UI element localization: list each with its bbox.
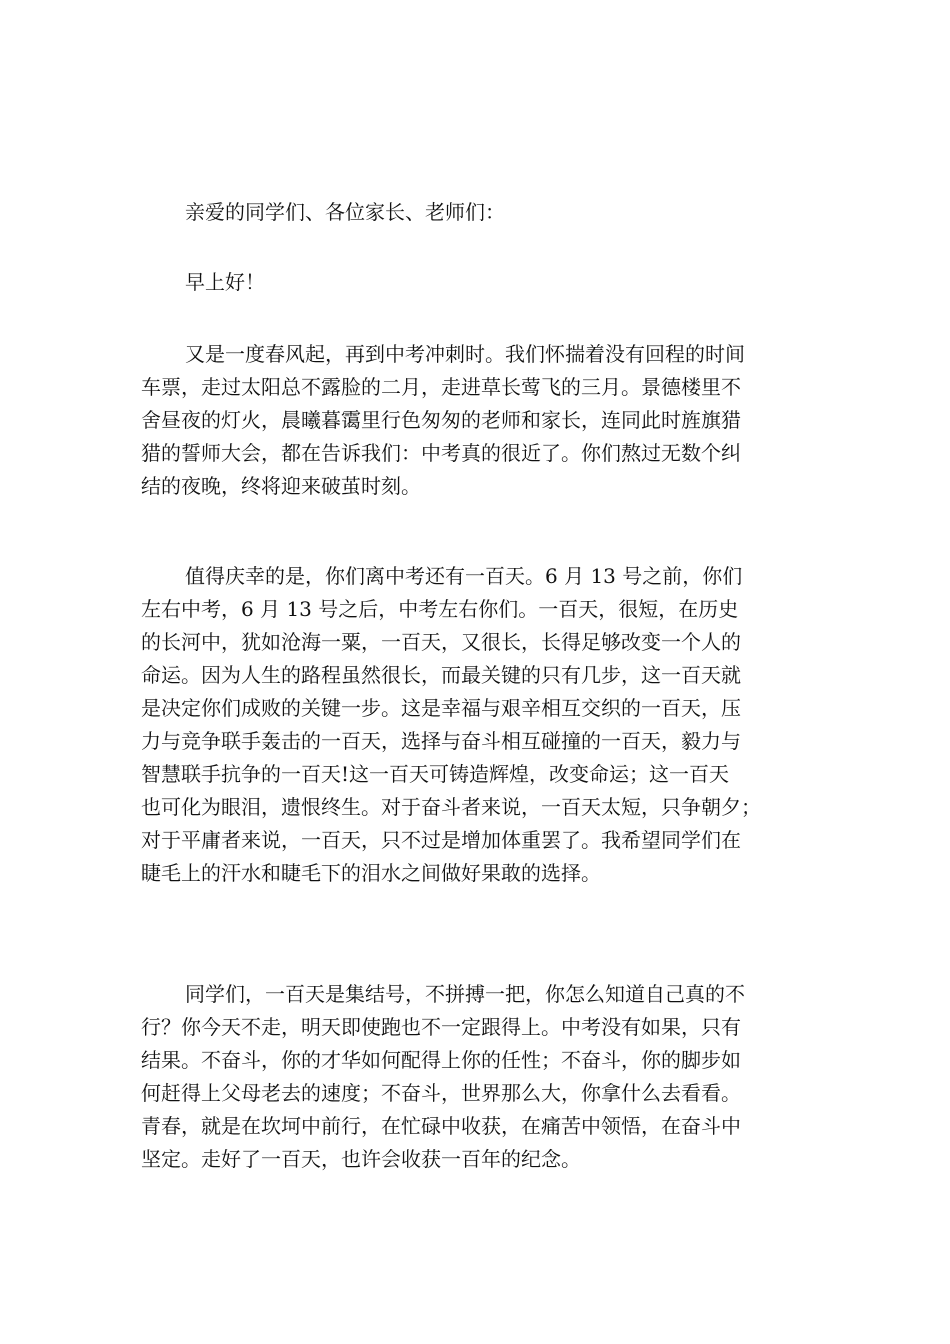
paragraph-line: 又是一度春风起，再到中考冲刺时。我们怀揣着没有回程的时间 <box>185 342 745 366</box>
paragraph-line: 同学们，一百天是集结号，不拼搏一把，你怎么知道自己真的不 <box>185 982 745 1006</box>
paragraph-line: 青春，就是在坎坷中前行，在忙碌中收获，在痛苦中领悟，在奋斗中 <box>141 1114 741 1138</box>
paragraph-line: 舍昼夜的灯火，晨曦暮霭里行色匆匆的老师和家长，连同此时旌旗猎 <box>141 408 741 432</box>
paragraph-line: 命运。因为人生的路程虽然很长，而最关键的只有几步，这一百天就 <box>141 663 741 687</box>
paragraph-line: 猎的誓师大会，都在告诉我们：中考真的很近了。你们熬过无数个纠 <box>141 441 741 465</box>
paragraph-line: 何赶得上父母老去的速度；不奋斗，世界那么大，你拿什么去看看。 <box>141 1081 741 1105</box>
paragraph-line: 结果。不奋斗，你的才华如何配得上你的任性；不奋斗，你的脚步如 <box>141 1048 741 1072</box>
paragraph-line: 对于平庸者来说，一百天，只不过是增加体重罢了。我希望同学们在 <box>141 828 741 852</box>
greeting-text: 早上好！ <box>185 270 265 294</box>
paragraph-3 <box>141 978 811 1176</box>
salutation <box>141 196 811 229</box>
paragraph-line: 是决定你们成败的关键一步。这是幸福与艰辛相互交织的一百天，压 <box>141 696 741 720</box>
paragraph-1 <box>141 338 811 503</box>
paragraph-line: 智慧联手抗争的一百天!这一百天可铸造辉煌，改变命运；这一百天 <box>141 762 730 786</box>
paragraph-line: 的长河中，犹如沧海一粟，一百天，又很长，长得足够改变一个人的 <box>141 630 741 654</box>
paragraph-line: 也可化为眼泪，遗恨终生。对于奋斗者来说，一百天太短，只争朝夕； <box>141 795 761 819</box>
greeting <box>141 266 811 299</box>
paragraph-line: 车票，走过太阳总不露脸的二月，走进草长莺飞的三月。景德楼里不 <box>141 375 741 399</box>
paragraph-line: 坚定。走好了一百天，也许会收获一百年的纪念。 <box>141 1147 581 1171</box>
paragraph-line: 值得庆幸的是，你们离中考还有一百天。6 月 13 号之前，你们 <box>185 564 743 588</box>
paragraph-line: 左右中考，6 月 13 号之后，中考左右你们。一百天，很短，在历史 <box>141 597 739 621</box>
paragraph-line: 结的夜晚，终将迎来破茧时刻。 <box>141 474 421 498</box>
paragraph-line: 力与竞争联手轰击的一百天，选择与奋斗相互碰撞的一百天，毅力与 <box>141 729 741 753</box>
salutation-text: 亲爱的同学们、各位家长、老师们： <box>185 200 505 224</box>
paragraph-line: 行？你今天不走，明天即使跑也不一定跟得上。中考没有如果，只有 <box>141 1015 741 1039</box>
paragraph-2 <box>141 560 811 890</box>
paragraph-line: 睫毛上的汗水和睫毛下的泪水之间做好果敢的选择。 <box>141 861 601 885</box>
